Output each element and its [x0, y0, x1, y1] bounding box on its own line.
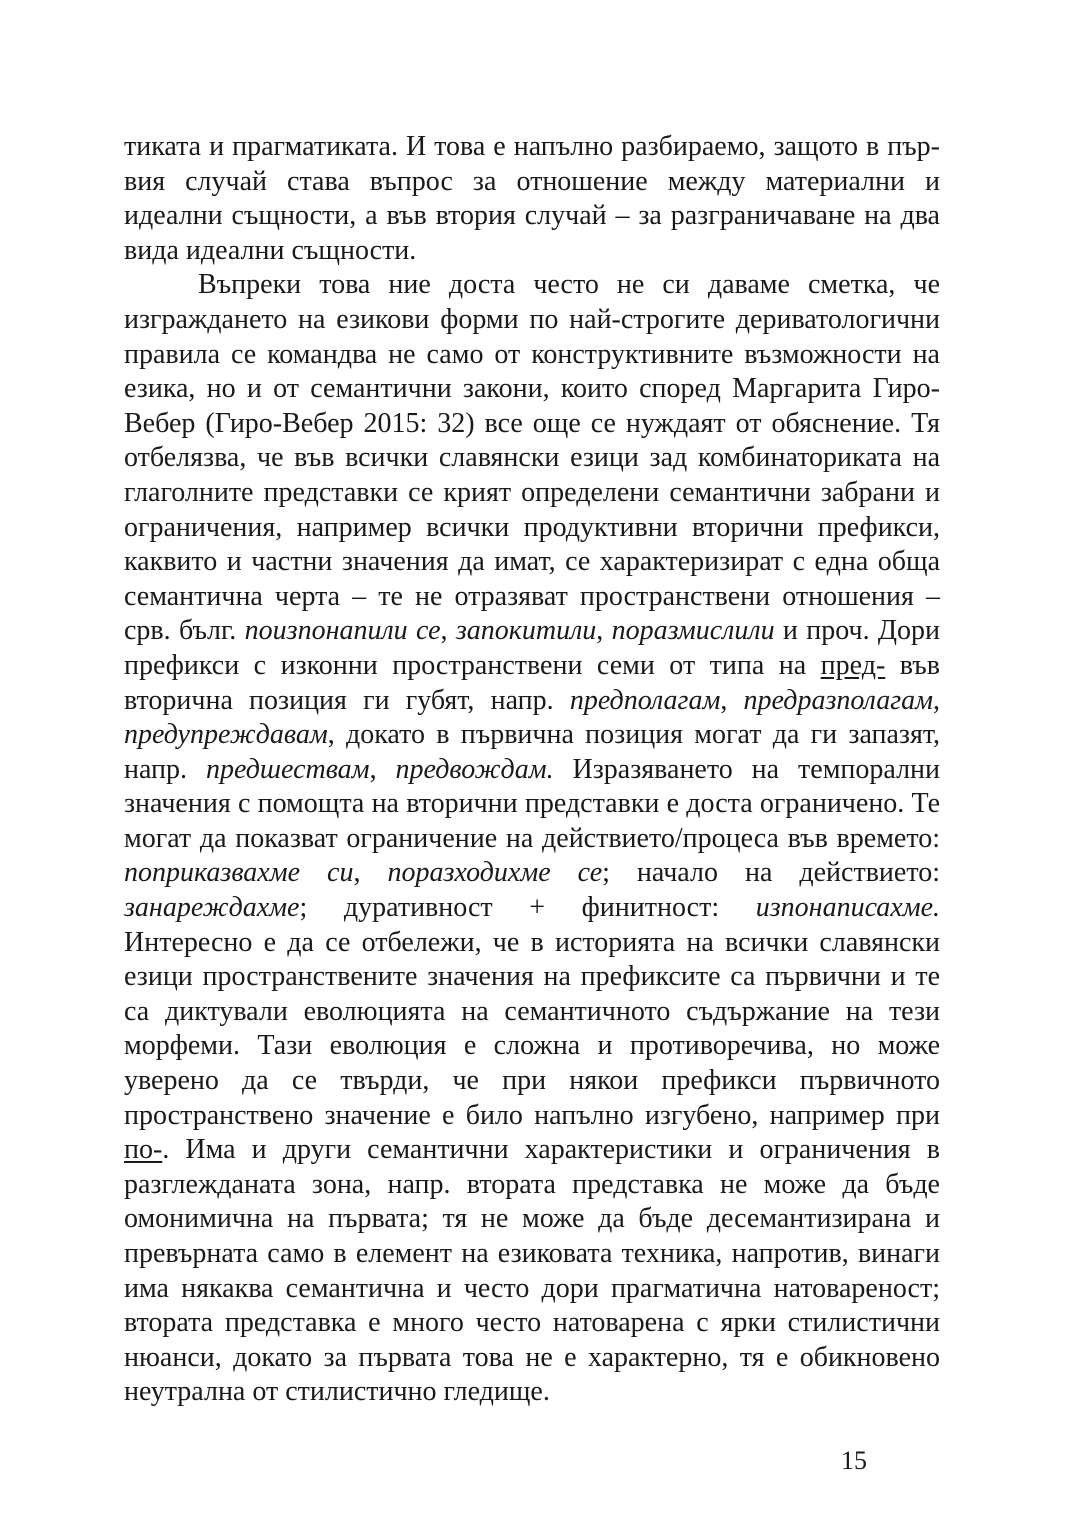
italic-example: поразмислили	[611, 615, 775, 647]
text-run: ,	[720, 684, 744, 716]
text-run: във вторична позиция ги губят, напр.	[124, 649, 940, 716]
text-run: Въпреки това ние доста често не си даваме сметка, че изграждането на езикови форми по най-строгите дериватологични правила се командва не само от конструктивните възможности на езика, но и от семантични закони, които според Маргарита Гиро-Вебер (Гиро-Вебер 2015: 32) все още се нуждаят от обяснение. Тя отбелязва, че във всички славянски езици зад комбинаториката на глаголните представки се крият определени семантични забрани и ограничения, например всички продуктивни вторични префикси, каквито и частни значения да имат, се характеризират с една обща семантична черта – те не отразяват пространствени отношения – срв. бълг.	[124, 269, 940, 647]
italic-example: занареждахме	[124, 892, 300, 924]
page-body	[124, 130, 940, 1410]
italic-example: предшествам	[205, 753, 370, 785]
paragraph-2	[124, 268, 940, 1410]
text-run: . Има и други семантични характеристики и ограничения в разглежданата зона, напр. втората представка не може да бъде омонимична на първата; тя не може да бъде десемантизирана и превърната само в елемент на езиковата техника, напротив, винаги има някаква семантична и често дори прагматична натовареност; втората представка е много често натоварена с ярки стилистични нюанси, докато за първата това не е характерно, тя е обикновено неутрална от стилистично гледище.	[124, 1134, 940, 1408]
italic-example: поприказвахме си	[124, 857, 354, 889]
text-run: ,	[596, 615, 612, 647]
italic-example: запокитили	[455, 615, 597, 647]
text-run: , докато в първична позиция могат да ги запазят, напр.	[124, 719, 940, 785]
italic-example: предполагам	[569, 684, 721, 716]
italic-example: предупреждавам	[124, 719, 328, 751]
text-run: Интересно е да се отбележи, че в историята на всички славянски езици пространствените значения на префиксите са първични и те са диктували еволюцията на семантичното съдържание на тези морфеми. Тази еволюция е сложна и противоречива, но може уверено да се твърди, че при някои префикси първичното пространствено значение е било напълно изгубено, например при	[124, 926, 940, 1131]
italic-example: предвождам.	[395, 753, 554, 785]
underlined-prefix: пред-	[820, 649, 886, 681]
page-number: 15	[841, 1446, 867, 1475]
text-run: ; начало на действието:	[602, 857, 940, 889]
underlined-prefix: по-	[124, 1134, 163, 1166]
text-run: и проч. Дори префикси с изконни пространствени семи от типа на	[124, 615, 941, 681]
text-run: ; дуративност + финитност:	[299, 892, 756, 924]
text-run: ,	[933, 684, 941, 716]
text-run: ,	[440, 615, 456, 647]
paragraph-1: тиката и прагматиката. И това е напълно разбираемо, защото в първия случай става въпрос за отношение между материални и идеални същности, а във втория случай – за разграничаване на два вида идеални същности.	[124, 131, 940, 266]
text-run: ,	[369, 753, 396, 785]
italic-example: изпонаписахме.	[755, 892, 940, 924]
text-run: Изразяването на темпорални значения с помощта на вторични представки е доста ограничено. Те могат да показват ограничение на действието/процеса във времето:	[124, 753, 941, 854]
italic-example: поизпонапили се	[244, 615, 441, 647]
italic-example: предразполагам	[743, 684, 934, 716]
italic-example: поразходихме се	[387, 857, 603, 889]
text-run: ,	[353, 857, 388, 889]
